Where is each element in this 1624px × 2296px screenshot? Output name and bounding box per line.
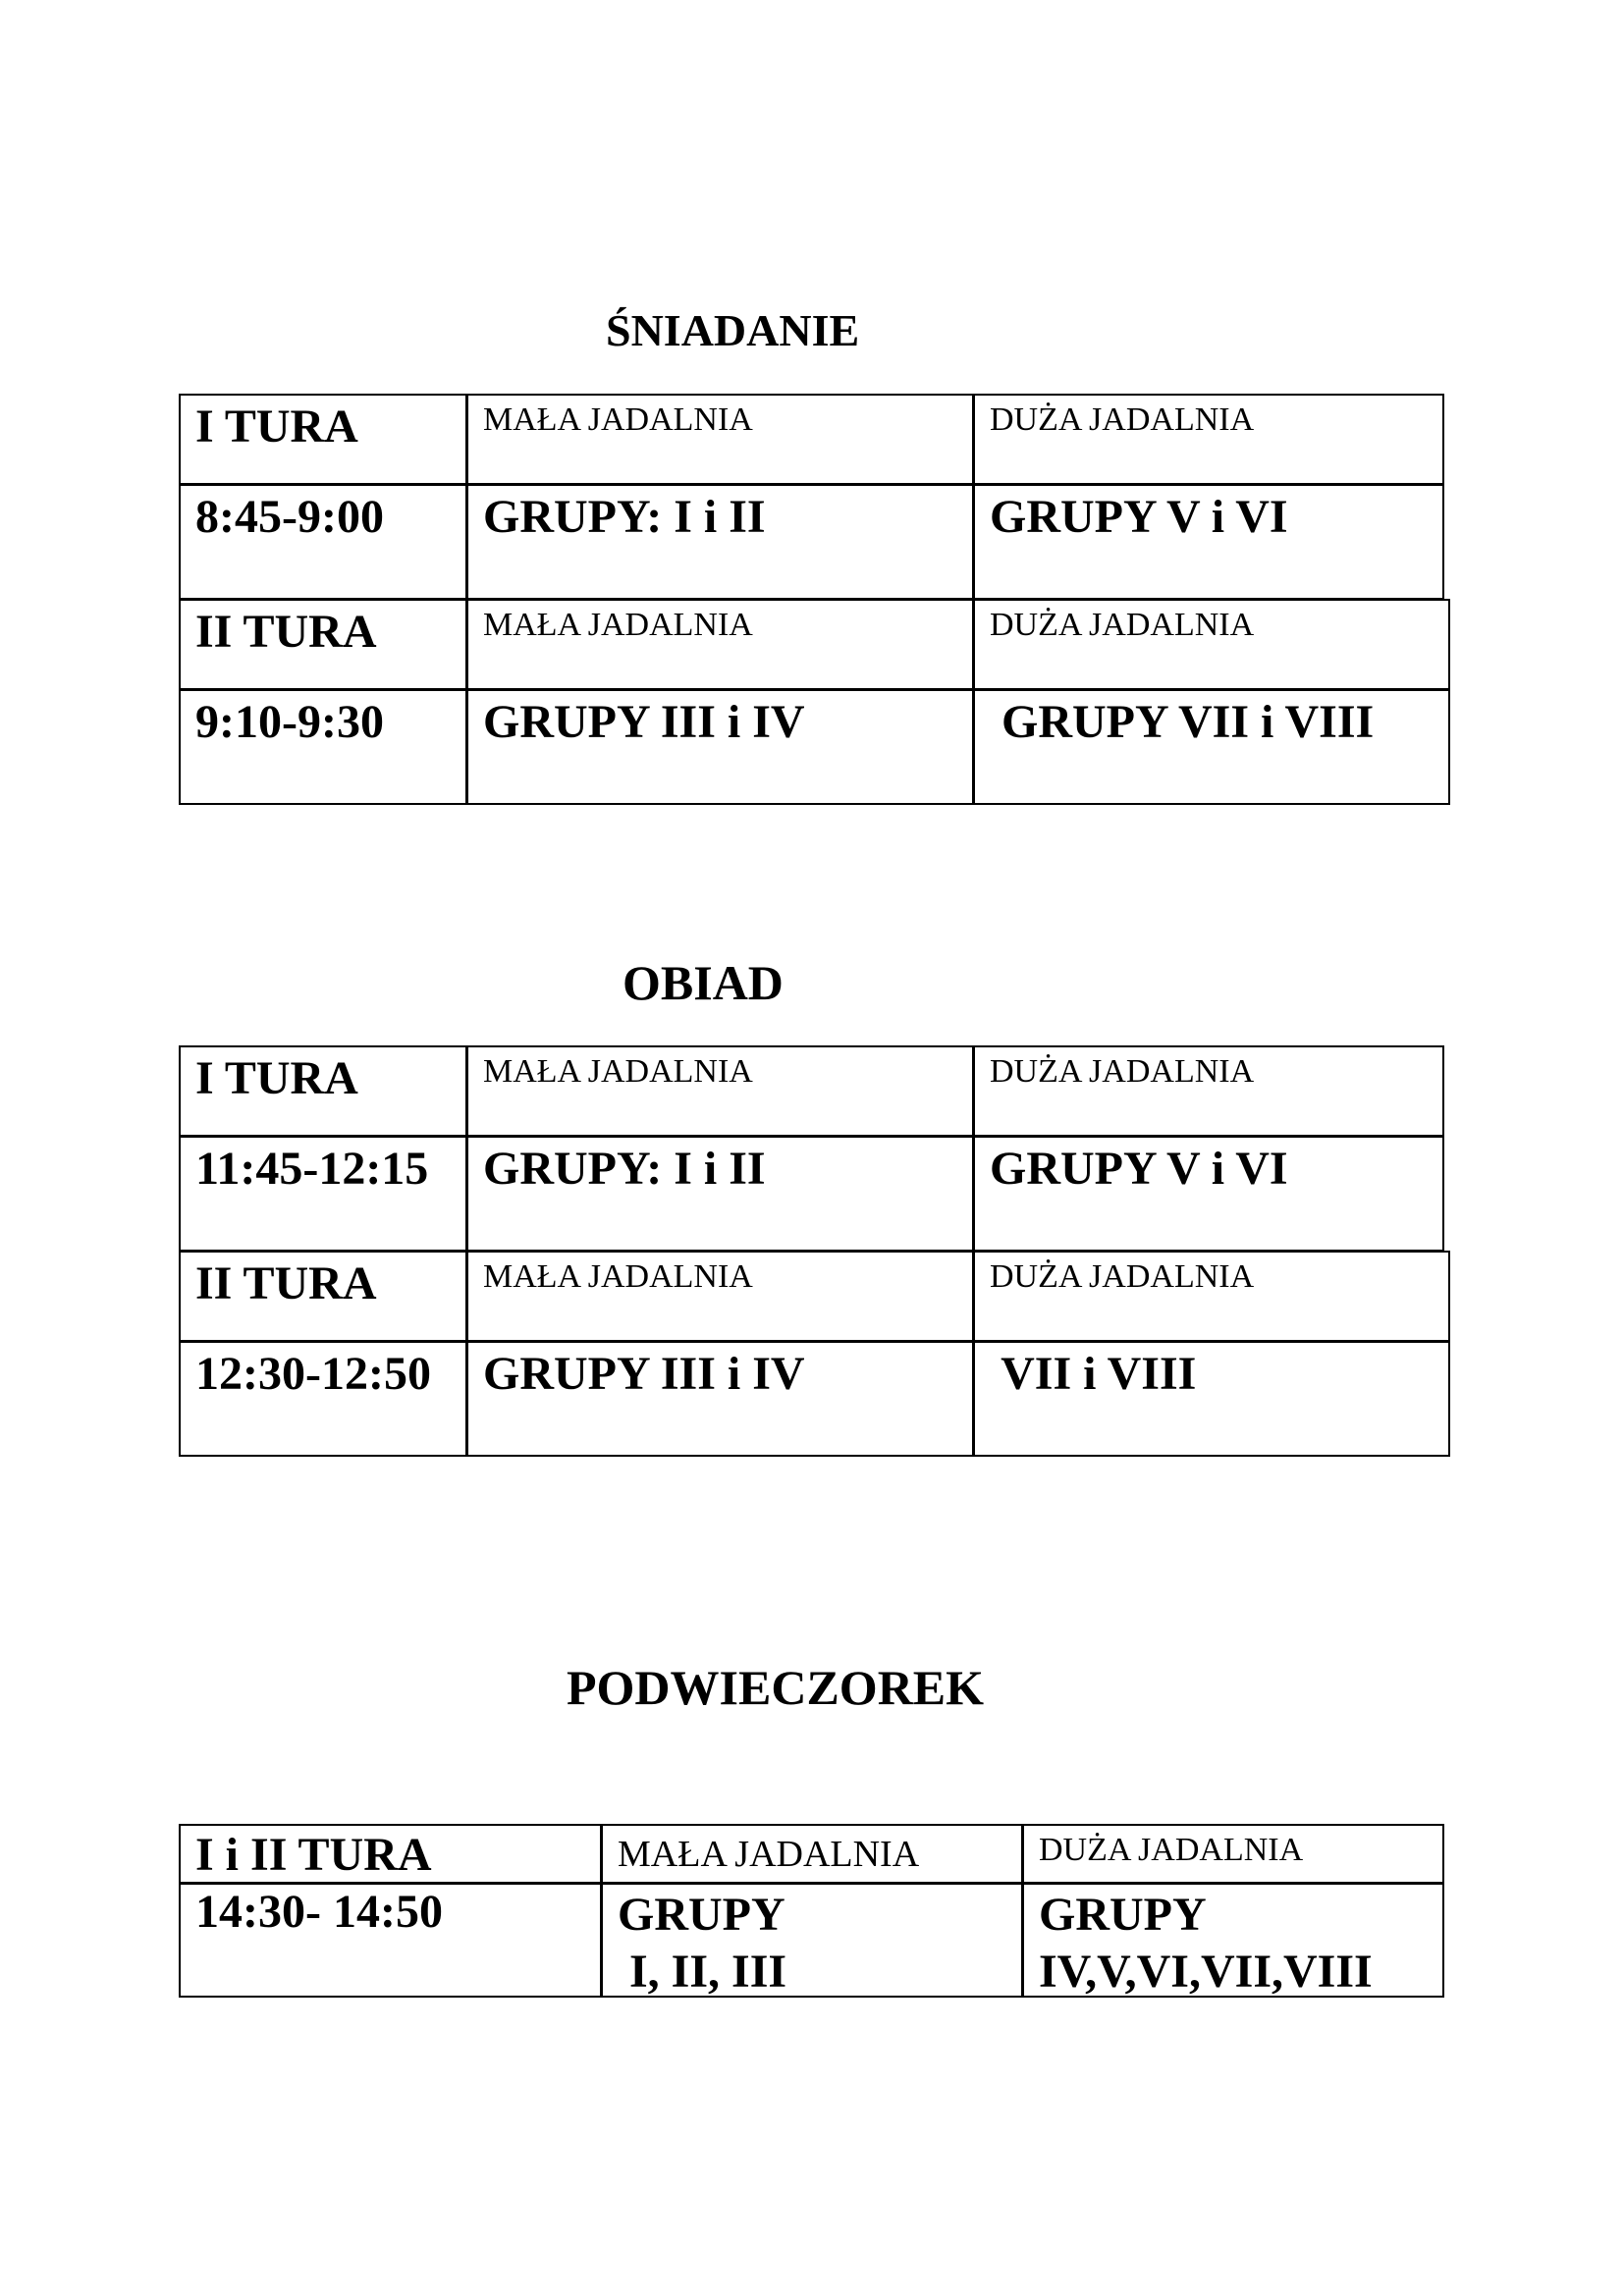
snack-small-groups-line1: GRUPY bbox=[618, 1889, 785, 1941]
lunch-r1-small-groups: GRUPY: I i II bbox=[466, 1136, 974, 1252]
snack-label: I i II TURA bbox=[179, 1824, 602, 1884]
lunch-r2-small-groups: GRUPY III i IV bbox=[466, 1341, 974, 1457]
lunch-title: OBIAD bbox=[623, 955, 784, 1010]
lunch-r2-time: 12:30-12:50 bbox=[179, 1341, 467, 1457]
lunch-r1-label: I TURA bbox=[179, 1045, 467, 1137]
lunch-r2-small-hall: MAŁA JADALNIA bbox=[466, 1251, 974, 1342]
lunch-r2-label: II TURA bbox=[179, 1251, 467, 1342]
breakfast-r2-small-groups: GRUPY III i IV bbox=[466, 689, 974, 805]
snack-time: 14:30- 14:50 bbox=[179, 1883, 602, 1998]
snack-small-hall: MAŁA JADALNIA bbox=[601, 1824, 1023, 1884]
lunch-r1-big-hall: DUŻA JADALNIA bbox=[973, 1045, 1444, 1137]
lunch-r1-small-hall: MAŁA JADALNIA bbox=[466, 1045, 974, 1137]
lunch-r1-big-groups: GRUPY V i VI bbox=[973, 1136, 1444, 1252]
breakfast-r1-big-groups: GRUPY V i VI bbox=[973, 484, 1444, 600]
lunch-r1-time: 11:45-12:15 bbox=[179, 1136, 467, 1252]
breakfast-r1-time: 8:45-9:00 bbox=[179, 484, 467, 600]
breakfast-r2-time: 9:10-9:30 bbox=[179, 689, 467, 805]
breakfast-r2-big-hall: DUŻA JADALNIA bbox=[973, 599, 1450, 690]
breakfast-r1-big-hall: DUŻA JADALNIA bbox=[973, 394, 1444, 485]
lunch-r2-big-hall: DUŻA JADALNIA bbox=[973, 1251, 1450, 1342]
breakfast-r2-label: II TURA bbox=[179, 599, 467, 690]
snack-big-hall: DUŻA JADALNIA bbox=[1022, 1824, 1444, 1884]
snack-big-groups-line1: GRUPY bbox=[1039, 1889, 1207, 1941]
breakfast-r2-big-groups: GRUPY VII i VIII bbox=[973, 689, 1450, 805]
snack-big-groups bbox=[1022, 1883, 1444, 1998]
breakfast-r1-small-hall: MAŁA JADALNIA bbox=[466, 394, 974, 485]
breakfast-r2-small-hall: MAŁA JADALNIA bbox=[466, 599, 974, 690]
breakfast-title: ŚNIADANIE bbox=[606, 305, 860, 355]
lunch-r2-big-groups: VII i VIII bbox=[973, 1341, 1450, 1457]
breakfast-r1-small-groups: GRUPY: I i II bbox=[466, 484, 974, 600]
snack-big-groups-line2: IV,V,VI,VII,VIII bbox=[1039, 1946, 1373, 1998]
snack-small-groups-line2: I, II, III bbox=[618, 1946, 787, 1998]
breakfast-r1-label: I TURA bbox=[179, 394, 467, 485]
snack-title: PODWIECZOREK bbox=[567, 1660, 985, 1715]
snack-small-groups bbox=[601, 1883, 1023, 1998]
